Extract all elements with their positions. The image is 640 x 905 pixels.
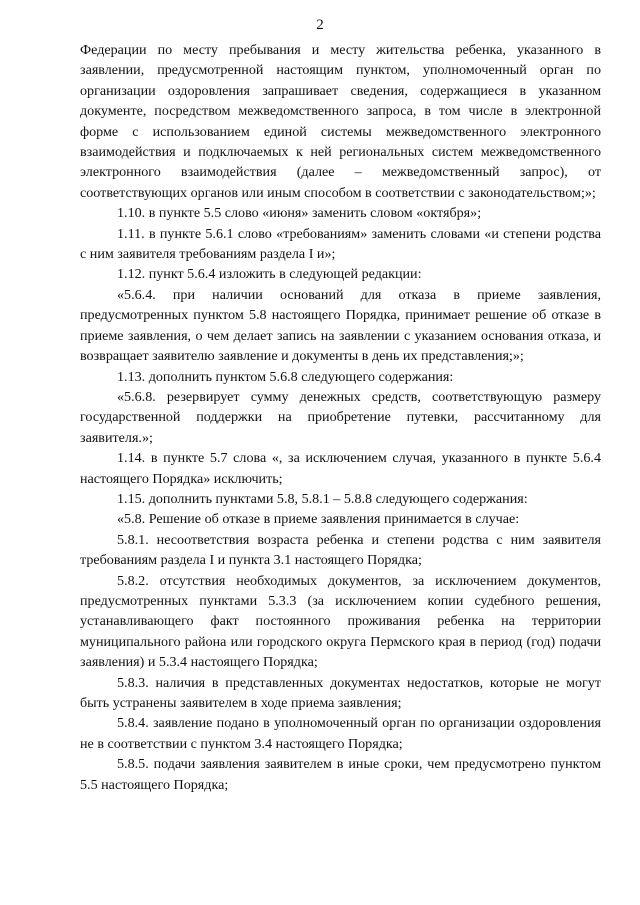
paragraph-5-8-3: 5.8.3. наличия в представленных документах недостатков, которые не могут быть устранены заявителем в ходе приема заявления; — [80, 674, 601, 711]
paragraph-5-8-5: 5.8.5. подачи заявления заявителем в иные сроки, чем предусмотрено пунктом 5.5 настоящего Порядка; — [80, 756, 601, 793]
paragraph-5-8-2: 5.8.2. отсутствия необходимых документов, за исключением документов, предусмотренных пунктами 5.3.3 (за исключением копии судебного решения, устанавливающего факт постоянного проживания ребенка на территории муниципального района или городского округа Пермского края в период (год) подачи заявления) и 5.3.4 настоящего Порядка; — [80, 572, 601, 671]
paragraph-continuation: Федерации по месту пребывания и месту жительства ребенка, указанного в заявлении, предусмотренной настоящим пунктом, уполномоченный орган по организации оздоровления запрашивает сведения, содержащиеся в указанном документе, посредством межведомственного запроса, в том числе в электронной форме с использованием единой системы межведомственного электронного взаимодействия и подключаемых к ней региональных систем межведомственного электронного взаимодействия (далее – межведомственный запрос), от соответствующих органов или иным способом в соответствии с законодательством;»; — [80, 42, 601, 201]
paragraph-1-14: 1.14. в пункте 5.7 слова «, за исключением случая, указанного в пункте 5.6.4 настоящего Порядка» исключить; — [80, 450, 601, 487]
page-number: 2 — [316, 17, 324, 33]
paragraph-1-10: 1.10. в пункте 5.5 слово «июня» заменить словом «октября»; — [117, 205, 482, 222]
document-body — [80, 40, 601, 795]
paragraph-1-15: 1.15. дополнить пунктами 5.8, 5.8.1 – 5.8.8 следующего содержания: — [117, 490, 528, 507]
paragraph-5-6-4: «5.6.4. при наличии оснований для отказа в приеме заявления, предусмотренных пунктом 5.8 настоящего Порядка, принимает решение об отказе в приеме заявления, о чем делает запись на заявлении с указанием основания отказа, и возвращает заявителю заявление и документы в день их представления;»; — [80, 286, 601, 365]
paragraph-5-6-8: «5.6.8. резервирует сумму денежных средств, соответствующую размеру государственной поддержки на приобретение путевки, рассчитанному для заявителя.»; — [80, 388, 601, 446]
paragraph-1-11: 1.11. в пункте 5.6.1 слово «требованиям» заменить словами «и степени родства с ним заявителя требованиям раздела I и»; — [80, 225, 601, 263]
paragraph-5-8: «5.8. Решение об отказе в приеме заявления принимается в случае: — [117, 511, 520, 528]
paragraph-1-13: 1.13. дополнить пунктом 5.6.8 следующего содержания: — [117, 368, 454, 385]
paragraph-5-8-1: 5.8.1. несоответствия возраста ребенка и степени родства с ним заявителя требованиям раздела I и пункта 3.1 настоящего Порядка; — [80, 531, 601, 569]
paragraph-1-12: 1.12. пункт 5.6.4 изложить в следующей редакции: — [117, 266, 422, 283]
paragraph-5-8-4: 5.8.4. заявление подано в уполномоченный орган по организации оздоровления не в соответствии с пунктом 3.4 настоящего Порядка; — [80, 715, 601, 752]
